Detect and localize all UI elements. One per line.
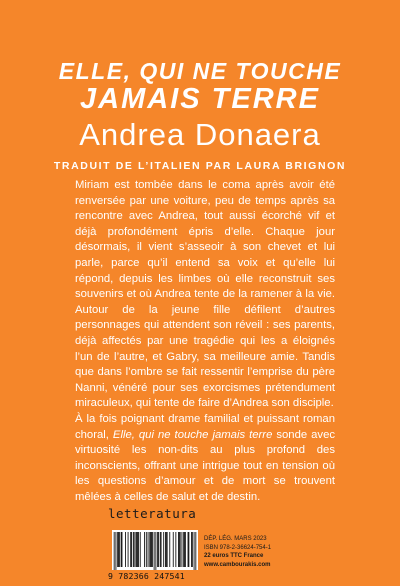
barcode-bar (173, 532, 174, 567)
barcode-bar (136, 532, 137, 567)
isbn: ISBN 978-2-36624-754-1 (204, 544, 272, 551)
barcode-bar (183, 532, 184, 567)
legal-info (204, 535, 271, 569)
barcode-bar (155, 532, 156, 570)
barcode-digits: 9 782366 247541 (108, 571, 185, 581)
barcode-bar (158, 532, 159, 567)
barcode-bar (135, 532, 136, 567)
barcode-bar (128, 532, 129, 567)
barcode-bar (161, 532, 162, 567)
barcode-bar (169, 532, 170, 567)
barcode-bar (133, 532, 134, 567)
barcode-bar (149, 532, 150, 567)
book-blurb (75, 178, 335, 505)
title-block (0, 58, 400, 172)
barcode-bar (181, 532, 182, 567)
blurb-p2-end: sonde avec virtuosité les non-dits au plus profond des inconscients, offrant une intrigue tout en tension où les questions d’amour et de mort se trouvent mêlées à celles de salut et de destin. (75, 428, 336, 503)
blurb-paragraph-2 (75, 412, 335, 506)
barcode-bar (184, 532, 185, 567)
blurb-paragraph-1: Miriam est tombée dans le coma après avoir été renversée par une voiture, peu de temps après sa rencontre avec Andrea, tout aussi écorché vif et déjà profondément épris d’elle. Chaque jour désormais, il vient s’asseoir à son chevet et lui parle, parce qu’il entend sa voix et qu’elle lui répond, depuis les limbes où elle reconstruit ses souvenirs et où Andrea tente de la ramener à la vie. Autour de la jeune fille défilent d’autres personnages qui attendent son réveil : ses parents, déjà affectés par une tragédie qui les a éloignés l’un de l’autre, et Gabry, sa meilleure amie. Tandis que dans l’ombre se fait ressentir l’emprise du père Nanni, vénéré pour ses exorcismes prétendument miraculeux, qui tente de faire d’Andrea son disciple. (75, 179, 335, 410)
barcode-bar (194, 532, 195, 570)
barcode-bars (112, 530, 198, 570)
barcode-bar (195, 532, 196, 570)
barcode-bar (148, 532, 149, 567)
barcode-bar (185, 532, 186, 567)
barcode-bar (157, 532, 158, 567)
barcode-bar (130, 532, 131, 567)
blurb-title-italic: Elle, qui ne touche jamais terre (112, 428, 273, 441)
title-line-1: ELLE, QUI NE TOUCHE (58, 58, 342, 84)
author-name: Andrea Donaera (79, 117, 321, 152)
barcode-bar (115, 532, 116, 570)
barcode-bar (167, 532, 168, 567)
barcode-bar (188, 532, 189, 567)
publisher-website: www.cambourakis.com (204, 561, 271, 568)
barcode-bar (178, 532, 179, 567)
barcode-bar (163, 532, 164, 567)
barcode-bar (166, 532, 167, 567)
barcode-bar (175, 532, 176, 567)
barcode-bar (122, 532, 123, 567)
barcode (108, 530, 200, 580)
barcode-bar (146, 532, 147, 567)
barcode-bar (151, 532, 152, 567)
barcode-bar (121, 532, 122, 567)
publisher-collection: letteratura (108, 506, 197, 521)
translator-credit: TRADUIT DE L’ITALIEN PAR LAURA BRIGNON (53, 160, 347, 172)
barcode-bar (118, 532, 119, 567)
barcode-bar (114, 532, 115, 570)
barcode-bar (119, 532, 120, 567)
barcode-bar (125, 532, 126, 567)
barcode-bar (150, 532, 151, 567)
barcode-bar (192, 532, 193, 567)
barcode-bar (144, 532, 145, 567)
barcode-bar (117, 532, 118, 567)
barcode-bar (165, 532, 166, 567)
legal-deposit: DÉP. LÉG. MARS 2023 (204, 536, 267, 542)
barcode-bar (180, 532, 181, 567)
barcode-bar (138, 532, 139, 567)
barcode-bar (160, 532, 161, 567)
barcode-bar (134, 532, 135, 567)
barcode-bar (140, 532, 141, 567)
price: 22 euros TTC France (204, 553, 264, 560)
barcode-bar (131, 532, 132, 567)
title-line-2: JAMAIS TERRE (80, 83, 320, 115)
barcode-bar (154, 532, 155, 570)
barcode-bar (188, 532, 189, 567)
barcode-bar (137, 532, 138, 567)
barcode-bar (191, 532, 192, 567)
barcode-bar (152, 532, 153, 567)
blurb-p2-start: À la fois poignant drame familial et puissant roman choral, (75, 412, 335, 441)
barcode-bar (179, 532, 180, 567)
